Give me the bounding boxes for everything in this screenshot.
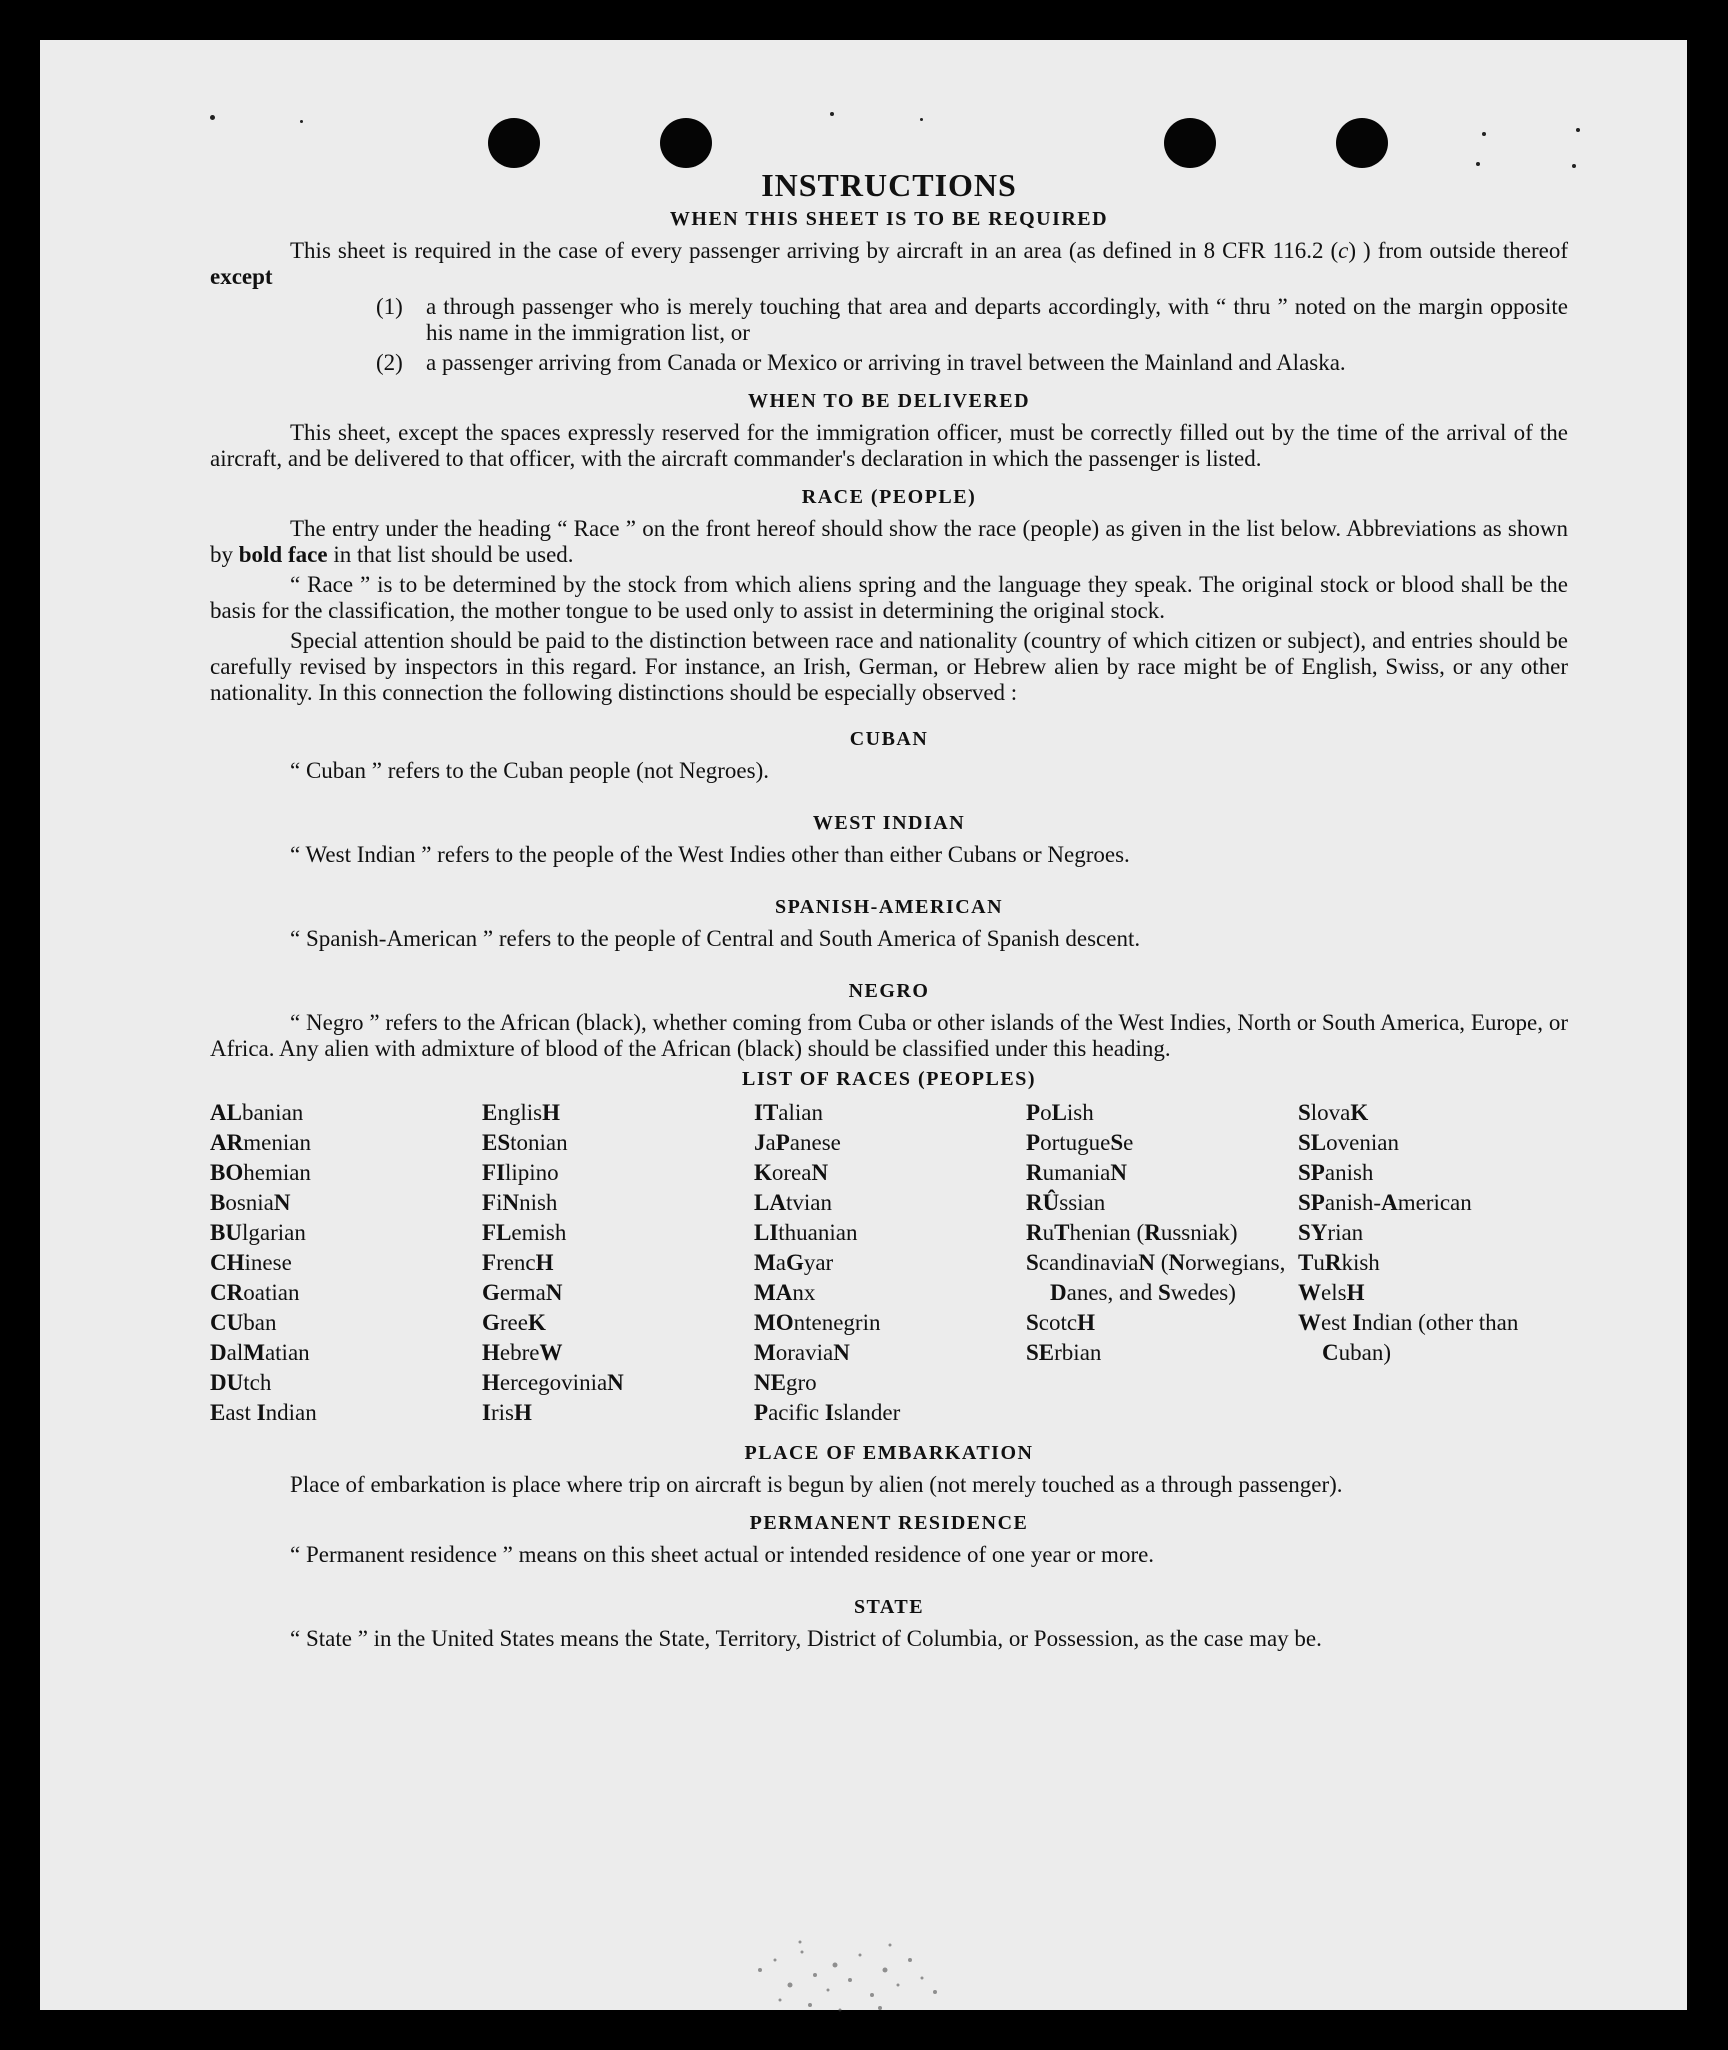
speck [920,118,923,121]
race-item: RuThenian (Russniak) [1026,1220,1238,1245]
heading-place-of-embarkation: PLACE OF EMBARKATION [744,1442,1034,1464]
race-item: RumaniaN [1026,1160,1127,1185]
speck [1572,164,1576,168]
race-item: IrisH [482,1400,532,1425]
speck [830,112,834,116]
race-item: ITalian [754,1100,823,1125]
negro-text: “ Negro ” refers to the African (black), whether coming from Cuba or other islands of the West Indies, North or South America, Europe, or Africa. Any alien with admixture of blood of the African (black) should be classified under this heading. [210,1010,1568,1061]
race-column [754,1098,1026,1428]
race-item: ALbanian [210,1100,304,1125]
race-item: CUban [210,1310,277,1335]
instructions-content [210,168,1568,1656]
race-item: HercegoviniaN [482,1370,624,1395]
heading-negro: NEGRO [848,980,930,1002]
race-item: KoreaN [754,1160,829,1185]
punch-hole [660,118,712,168]
race-item: ScandinaviaN (Norwegians, Danes, and Swedes) [1026,1250,1286,1305]
heading-list-of-races: LIST OF RACES (PEOPLES) [741,1068,1036,1090]
race-item: EStonian [482,1130,568,1155]
race-item: EnglisH [482,1100,560,1125]
race-item: TuRkish [1298,1250,1380,1275]
heading-west-indian: WEST INDIAN [812,812,966,834]
embarkation-text: Place of embarkation is place where trip on aircraft is begun by alien (not merely touched as a through passenger). [290,1472,1343,1497]
race-paragraph-1: The entry under the heading “ Race ” on the front hereof should show the race (people) as given in the list below. Abbreviations as shown by bold face in that list should be used. [210,516,1568,567]
race-column [1298,1098,1568,1428]
race-item: ARmenian [210,1130,311,1155]
race-column [1026,1098,1298,1428]
race-item: DalMatian [210,1340,310,1365]
race-paragraph-2: “ Race ” is to be determined by the stock from which aliens spring and the language they speak. The original stock or blood shall be the basis for the classification, the mother tongue to be used only to assist in determining the original stock. [210,572,1568,623]
race-item: SErbian [1026,1340,1102,1365]
race-column [210,1098,482,1428]
race-item: RÛssian [1026,1190,1106,1215]
spanish-american-text: “ Spanish-American ” refers to the people of Central and South America of Spanish descent. [290,926,1141,951]
race-item: BOhemian [210,1160,311,1185]
race-item: East Indian [210,1400,317,1425]
residence-text: “ Permanent residence ” means on this sheet actual or intended residence of one year or more. [290,1542,1155,1567]
race-item: PoLish [1026,1100,1094,1125]
state-text: “ State ” in the United States means the State, Territory, District of Columbia, or Possession, as the case may be. [290,1626,1322,1651]
heading-when-required: WHEN THIS SHEET IS TO BE REQUIRED [669,208,1109,230]
heading-spanish-american: SPANISH-AMERICAN [774,896,1004,918]
when-delivered-text: This sheet, except the spaces expressly reserved for the immigration officer, must be correctly filled out by the time of the arrival of the aircraft, and be delivered to that officer, with the aircraft commander's declaration in which the passenger is listed. [210,420,1568,471]
west-indian-text: “ West Indian ” refers to the people of the West Indies other than either Cubans or Negroes. [290,842,1130,867]
race-item: SPanish-American [1298,1190,1472,1215]
race-item: ScotcH [1026,1310,1095,1335]
race-item: FIlipino [482,1160,559,1185]
speck [1476,162,1480,166]
race-item: SLovenian [1298,1130,1399,1155]
race-item: DUtch [210,1370,272,1395]
list-item: (2) a passenger arriving from Canada or Mexico or arriving in travel between the Mainland and Alaska. [376,350,1346,375]
punch-hole [488,118,540,168]
race-item: CHinese [210,1250,292,1275]
race-item: FrencH [482,1250,554,1275]
race-item: West Indian (other than Cuban) [1298,1310,1519,1365]
race-item: MOntenegrin [754,1310,881,1335]
heading-race: RACE (PEOPLE) [801,486,977,508]
race-item: PortugueSe [1026,1130,1134,1155]
race-item: LIthuanian [754,1220,858,1245]
race-column [482,1098,754,1428]
race-item: GermaN [482,1280,563,1305]
race-item: FiNnish [482,1190,558,1215]
list-item: (1) a through passenger who is merely touching that area and departs accordingly, with “ thru ” noted on the margin opposite his name in the immigration list, or [376,294,1568,345]
race-item: MAnx [754,1280,816,1305]
race-item: SPanish [1298,1160,1374,1185]
race-item: WelsH [1298,1280,1365,1305]
race-item: FLemish [482,1220,567,1245]
race-item: BUlgarian [210,1220,306,1245]
race-item: MaGyar [754,1250,834,1275]
race-paragraph-3: Special attention should be paid to the distinction between race and nationality (country of which citizen or subject), and entries should be carefully revised by inspectors in this regard. For instance, an Irish, German, or Hebrew alien by race might be of English, Swiss, or any other nationality. In this connection the following distinctions should be especially observed : [210,628,1568,705]
race-item: BosniaN [210,1190,291,1215]
punch-hole [1164,118,1216,168]
race-item: SlovaK [1298,1100,1369,1125]
heading-permanent-residence: PERMANENT RESIDENCE [749,1512,1029,1534]
race-item: Pacific Islander [754,1400,901,1425]
speck [1482,132,1486,136]
page-title: INSTRUCTIONS [761,167,1017,203]
race-item: SYrian [1298,1220,1364,1245]
heading-when-delivered: WHEN TO BE DELIVERED [747,390,1031,412]
speck [300,120,303,123]
race-item: JaPanese [754,1130,841,1155]
heading-state: STATE [853,1596,925,1618]
race-item: MoraviaN [754,1340,850,1365]
speck [210,115,215,120]
punch-hole [1336,118,1388,168]
race-item: LAtvian [754,1190,832,1215]
speck [1576,128,1580,132]
when-required-intro: This sheet is required in the case of every passenger arriving by aircraft in an area (as defined in 8 CFR 116.2 (c) ) from outside thereof except [210,238,1568,289]
race-item: NEgro [754,1370,817,1395]
cuban-text: “ Cuban ” refers to the Cuban people (not Negroes). [290,758,770,783]
race-item: CRoatian [210,1280,300,1305]
race-item: HebreW [482,1340,563,1365]
document-page [40,40,1687,2010]
race-item: GreeK [482,1310,546,1335]
heading-cuban: CUBAN [849,728,929,750]
ink-smudge [740,1930,970,2020]
races-list [210,1098,1568,1428]
